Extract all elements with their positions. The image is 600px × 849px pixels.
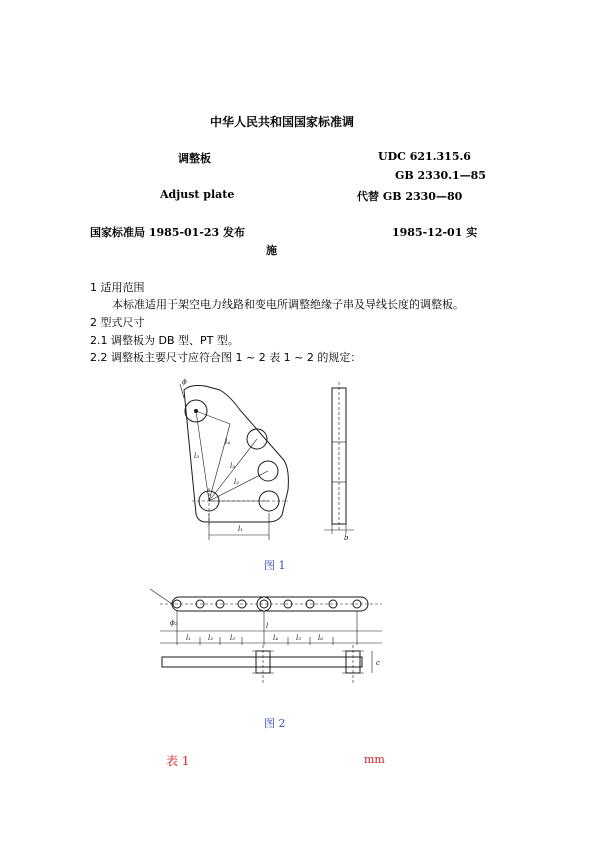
fig2-label-l4: l₄ <box>273 634 279 642</box>
fig1-label-phi: ϕ <box>182 378 187 386</box>
fig2-label-l2: l₂ <box>208 634 214 642</box>
section-1-body: 本标准适用于架空电力线路和变电所调整绝缘子串及导线长度的调整板。 <box>112 298 464 311</box>
effective-date: 1985-12-01 实 <box>392 226 478 239</box>
fig2-label-l5: l₅ <box>296 634 302 642</box>
fig2-label-l6: l₆ <box>318 634 324 642</box>
section-2-2: 2.2 调整板主要尺寸应符合图 1 ~ 2 表 1 ~ 2 的规定： <box>90 351 362 364</box>
fig2-label-l1: l₁ <box>186 634 192 642</box>
fig1-label-l2: l₂ <box>234 478 240 486</box>
table-1-unit: mm <box>364 753 385 766</box>
fig2-label-l3: l₃ <box>230 634 236 642</box>
udc-code: UDC 621.315.6 <box>378 150 471 163</box>
standard-name-en: Adjust plate <box>160 188 235 201</box>
figure-1-plate-drawing <box>170 380 310 550</box>
effective-date-continued: 施 <box>266 244 277 257</box>
replaces-standard: 代替 GB 2330—80 <box>357 190 463 203</box>
section-1-title: 1 适用范围 <box>90 281 145 294</box>
standard-name-cn: 调整板 <box>178 152 211 165</box>
fig2-label-c: c <box>376 659 380 667</box>
fig2-label-l: l <box>266 622 269 630</box>
figure-2-drawing <box>150 585 390 700</box>
fig2-label-phi2: ϕ₂ <box>170 619 178 627</box>
fig1-label-l1: l₁ <box>238 525 244 533</box>
issue-date: 国家标准局 1985-01-23 发布 <box>90 226 246 239</box>
figure-1-side-view <box>320 382 360 542</box>
fig1-label-b: b <box>344 534 349 542</box>
figure-1-caption: 图 1 <box>264 559 286 572</box>
figure-2-caption: 图 2 <box>264 717 286 730</box>
gb-number: GB 2330.1—85 <box>395 169 486 182</box>
section-2-1: 2.1 调整板为 DB 型、PT 型。 <box>90 334 239 347</box>
document-title: 中华人民共和国国家标准调 <box>210 115 355 129</box>
section-2-title: 2 型式尺寸 <box>90 316 145 329</box>
fig1-label-l5: l₅ <box>194 452 200 460</box>
table-1-caption: 表 1 <box>166 754 190 768</box>
fig1-label-l3: l₃ <box>230 462 236 470</box>
fig1-label-l4: l₄ <box>225 438 231 446</box>
